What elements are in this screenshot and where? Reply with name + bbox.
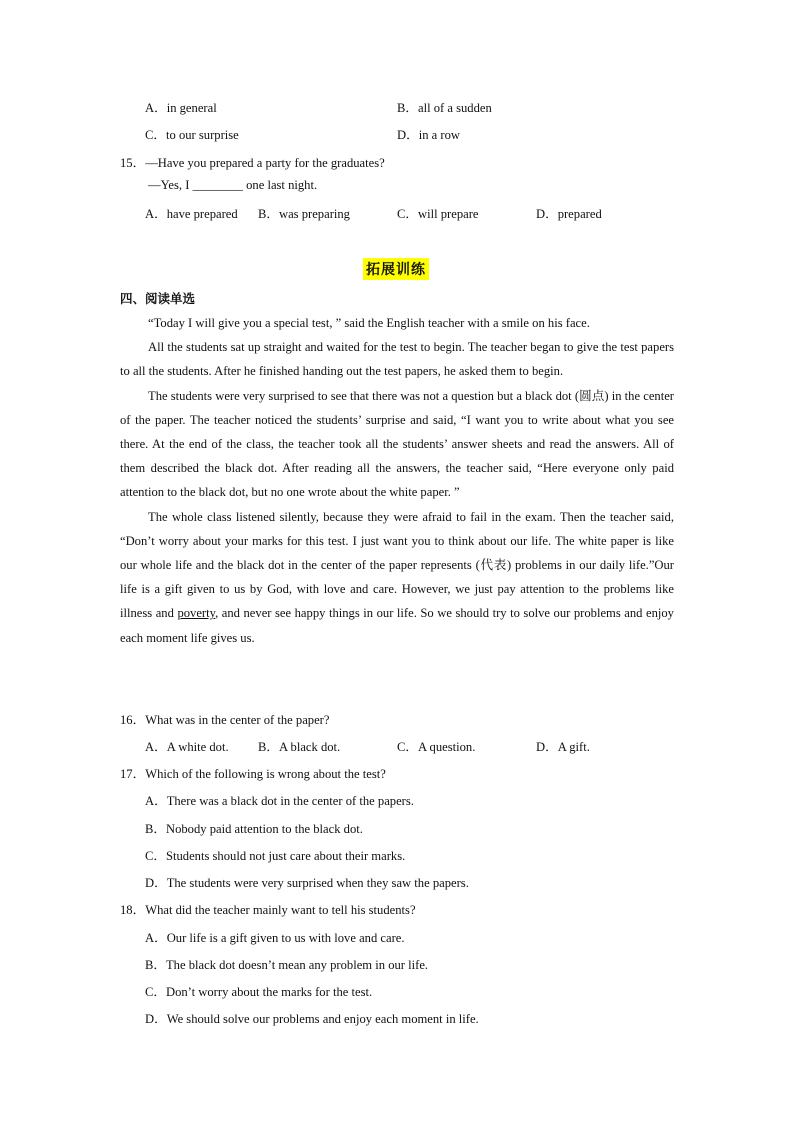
passage-paragraph bbox=[120, 505, 674, 650]
section-title: 四、阅读单选 bbox=[120, 291, 196, 306]
q17-option-a: A．There was a black dot in the center of the papers. bbox=[145, 794, 414, 808]
q18-option-c: C．Don’t worry about the marks for the test. bbox=[145, 985, 373, 999]
q14-option-c: C．to our surprise bbox=[145, 128, 239, 142]
passage-paragraph: All the students sat up straight and waited for the test to begin. The teacher began to give the test papers to all the students. After he finished handing out the test papers, he asked them to begin. bbox=[120, 340, 674, 379]
q15-line-after: one last night. bbox=[246, 178, 318, 192]
underlined-word: poverty bbox=[177, 606, 216, 621]
q17-option-b: B．Nobody paid attention to the black dot. bbox=[145, 822, 363, 836]
passage-text: The whole class listened silently, because they were afraid to fail in the exam. Then the teacher said, “Don’t worry about your marks for this test. I just want you to think about our life. The white paper is like our whole life and the black dot in the center of the paper represents (代表) problems in our daily life.”Our life is a gift given to us by God, with love and care. However, we just pay attention to the problems like illness and bbox=[120, 509, 674, 621]
passage-paragraph: The students were very surprised to see that there was not a question but a black dot (圆点) in the center of the paper. The teacher noticed the students’ surprise and said, “I want you to write about what you see there. At the end of the class, the teacher took all the students’ answer sheets and read the answers. All of them described the black dot. After reading all the answers, the teacher said, “Here everyone only paid attention to the black dot, but no one wrote about the white paper. ” bbox=[120, 388, 674, 500]
reading-passage bbox=[120, 311, 674, 650]
q18-option-b: B．The black dot doesn’t mean any problem in our life. bbox=[145, 958, 429, 972]
q16-option-b: B．A black dot. bbox=[258, 740, 341, 754]
q15-option-c: C．will prepare bbox=[397, 207, 479, 221]
q16-option-c: C．A question. bbox=[397, 740, 476, 754]
q15-stem: 15．—Have you prepared a party for the graduates? bbox=[120, 156, 385, 170]
q17-option-c: C．Students should not just care about their marks. bbox=[145, 849, 406, 863]
q15-option-a: A．have prepared bbox=[145, 207, 238, 221]
extension-training-heading: 拓展训练 bbox=[363, 258, 429, 280]
q16-option-d: D．A gift. bbox=[536, 740, 590, 754]
q17-stem: 17．Which of the following is wrong about the test? bbox=[120, 767, 386, 781]
q15-blank: ________ bbox=[192, 178, 243, 192]
passage-paragraph: “Today I will give you a special test, ” said the English teacher with a smile on his face. bbox=[148, 316, 590, 330]
q18-stem: 18．What did the teacher mainly want to tell his students? bbox=[120, 903, 416, 917]
q14-option-b: B．all of a sudden bbox=[397, 101, 492, 115]
q15-answer-line bbox=[148, 178, 317, 193]
q17-option-d: D．The students were very surprised when they saw the papers. bbox=[145, 876, 469, 890]
q14-option-a: A．in general bbox=[145, 101, 217, 115]
q18-option-a: A．Our life is a gift given to us with love and care. bbox=[145, 931, 405, 945]
q15-option-d: D．prepared bbox=[536, 207, 602, 221]
q14-option-d: D．in a row bbox=[397, 128, 460, 142]
q18-option-d: D．We should solve our problems and enjoy each moment in life. bbox=[145, 1012, 479, 1026]
q15-option-b: B．was preparing bbox=[258, 207, 350, 221]
q16-option-a: A．A white dot. bbox=[145, 740, 229, 754]
q16-stem: 16．What was in the center of the paper? bbox=[120, 713, 330, 727]
passage-text: , and never see happy things in our life. So we should try to solve our problems and enjoy each moment life gives us. bbox=[120, 606, 674, 645]
q15-line-before: —Yes, I bbox=[148, 178, 190, 192]
